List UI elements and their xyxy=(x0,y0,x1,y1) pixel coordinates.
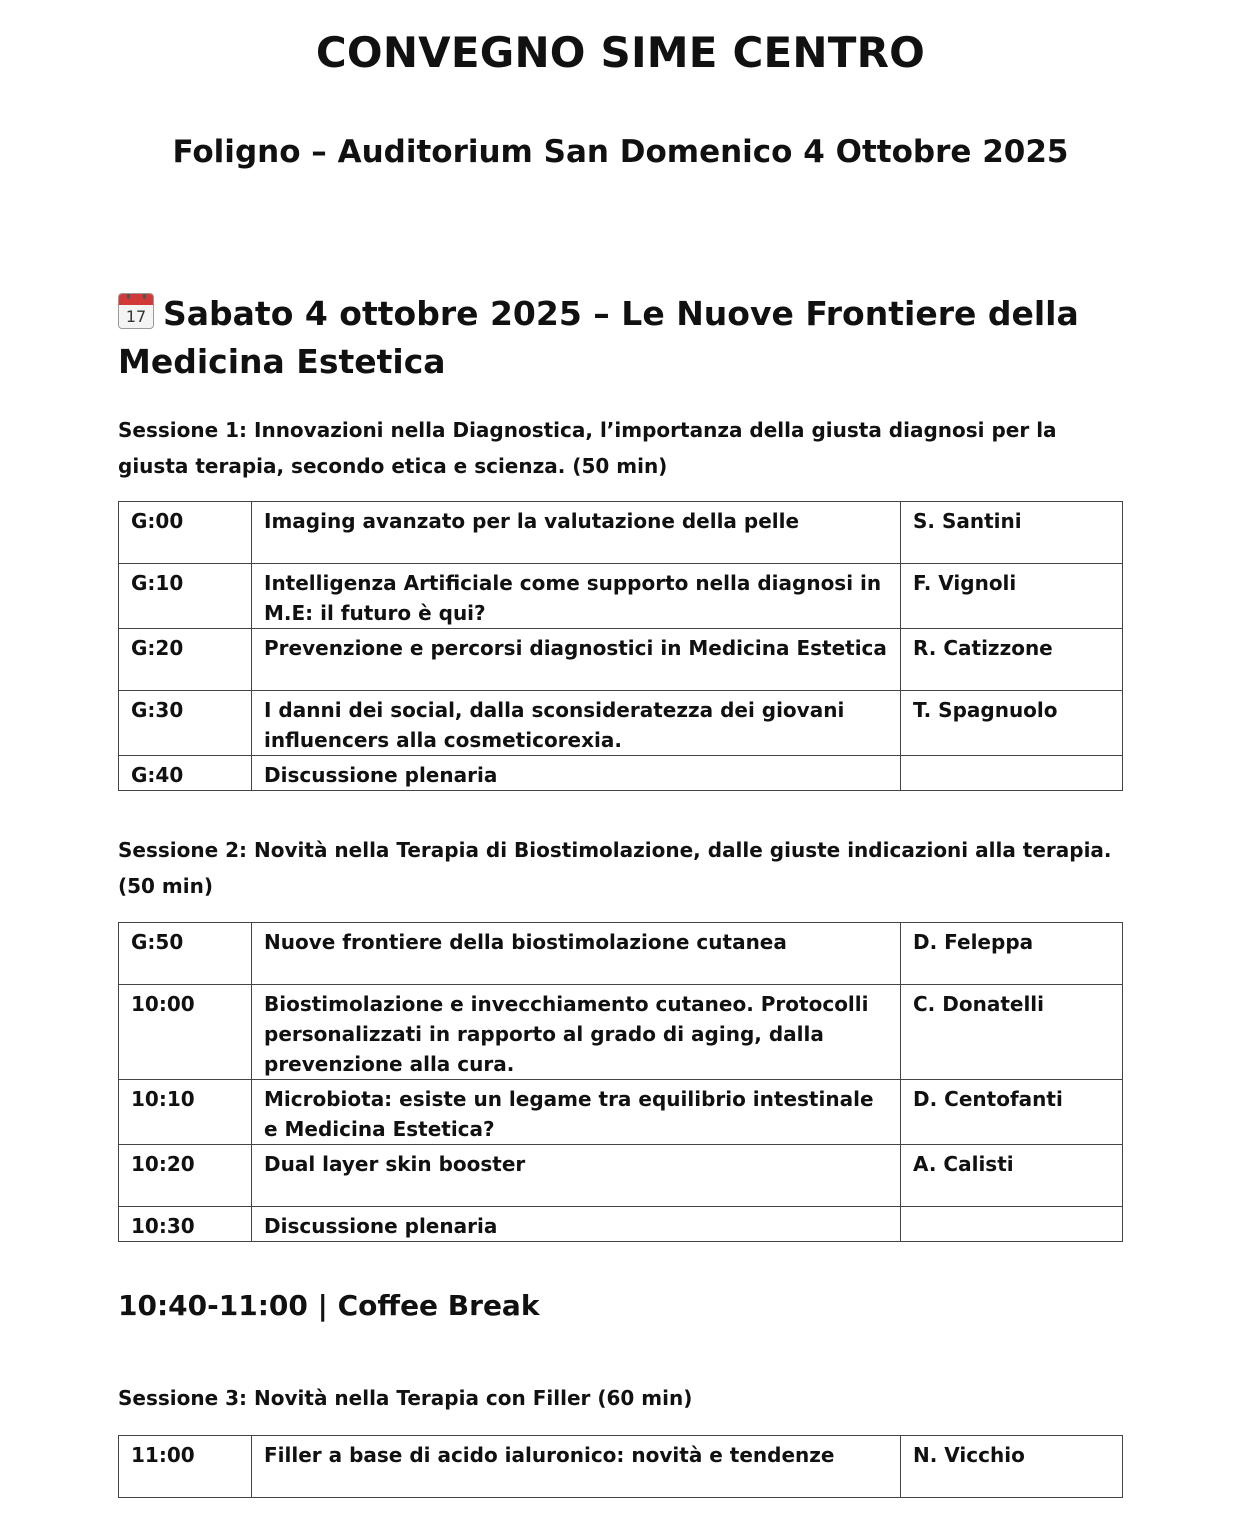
topic-cell: I danni dei social, dalla sconsideratezza dei giovani influencers alla cosmeticorexia. xyxy=(252,691,901,756)
session-2-title: Sessione 2: Novità nella Terapia di Biostimolazione, dalle giuste indicazioni alla terapia. (50 min) xyxy=(118,838,1112,898)
speaker-cell: F. Vignoli xyxy=(901,564,1123,629)
document-title: CONVEGNO SIME CENTRO xyxy=(315,28,926,77)
speaker-cell: C. Donatelli xyxy=(901,985,1123,1080)
day-heading-text: Sabato 4 ottobre 2025 – Le Nuove Frontiere della Medicina Estetica xyxy=(118,294,1079,381)
coffee-break-heading: 10:40-11:00 | Coffee Break xyxy=(118,1289,540,1322)
table-row xyxy=(119,629,1123,691)
table-row xyxy=(119,985,1123,1080)
table-row xyxy=(119,1436,1123,1498)
day-heading xyxy=(118,290,1118,386)
speaker-cell: N. Vicchio xyxy=(901,1436,1123,1498)
topic-cell: Microbiota: esiste un legame tra equilibrio intestinale e Medicina Estetica? xyxy=(252,1080,901,1145)
session-1-title: Sessione 1: Innovazioni nella Diagnostica, l’importanza della giusta diagnosi per la giusta terapia, secondo etica e scienza. (50 min) xyxy=(118,418,1057,478)
time-cell: 10:20 xyxy=(119,1145,252,1207)
table-row xyxy=(119,756,1123,791)
time-cell: G:50 xyxy=(119,923,252,985)
topic-cell: Biostimolazione e invecchiamento cutaneo. Protocolli personalizzati in rapporto al grado di aging, dalla prevenzione alla cura. xyxy=(252,985,901,1080)
session-1-table xyxy=(118,501,1123,791)
topic-cell: Discussione plenaria xyxy=(252,756,901,791)
topic-cell: Intelligenza Artificiale come supporto nella diagnosi in M.E: il futuro è qui? xyxy=(252,564,901,629)
speaker-cell: A. Calisti xyxy=(901,1145,1123,1207)
topic-cell: Discussione plenaria xyxy=(252,1207,901,1242)
session-3-table xyxy=(118,1435,1123,1498)
table-row xyxy=(119,691,1123,756)
calendar-icon xyxy=(118,293,154,329)
time-cell: 10:00 xyxy=(119,985,252,1080)
speaker-cell: S. Santini xyxy=(901,502,1123,564)
time-cell: G:00 xyxy=(119,502,252,564)
time-cell: G:20 xyxy=(119,629,252,691)
table-row xyxy=(119,564,1123,629)
topic-cell: Filler a base di acido ialuronico: novità e tendenze xyxy=(252,1436,901,1498)
table-row xyxy=(119,502,1123,564)
speaker-cell: R. Catizzone xyxy=(901,629,1123,691)
speaker-cell xyxy=(901,1207,1123,1242)
session-3-title: Sessione 3: Novità nella Terapia con Filler (60 min) xyxy=(118,1386,693,1410)
topic-cell: Dual layer skin booster xyxy=(252,1145,901,1207)
time-cell: 10:30 xyxy=(119,1207,252,1242)
table-row xyxy=(119,1145,1123,1207)
speaker-cell: T. Spagnuolo xyxy=(901,691,1123,756)
topic-cell: Nuove frontiere della biostimolazione cutanea xyxy=(252,923,901,985)
topic-cell: Imaging avanzato per la valutazione della pelle xyxy=(252,502,901,564)
table-row xyxy=(119,1080,1123,1145)
table-row xyxy=(119,923,1123,985)
time-cell: 11:00 xyxy=(119,1436,252,1498)
document-subtitle: Foligno – Auditorium San Domenico 4 Ottobre 2025 xyxy=(172,134,1069,170)
speaker-cell: D. Feleppa xyxy=(901,923,1123,985)
time-cell: G:30 xyxy=(119,691,252,756)
topic-cell: Prevenzione e percorsi diagnostici in Medicina Estetica xyxy=(252,629,901,691)
time-cell: G:40 xyxy=(119,756,252,791)
calendar-icon-number: 17 xyxy=(125,307,147,326)
time-cell: 10:10 xyxy=(119,1080,252,1145)
session-2-table xyxy=(118,922,1123,1242)
speaker-cell: D. Centofanti xyxy=(901,1080,1123,1145)
speaker-cell xyxy=(901,756,1123,791)
table-row xyxy=(119,1207,1123,1242)
time-cell: G:10 xyxy=(119,564,252,629)
